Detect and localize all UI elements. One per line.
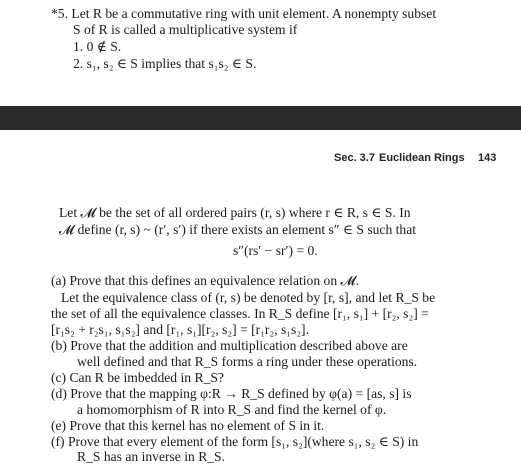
problem5-line2: S of R is called a multiplicative system if (73, 22, 298, 37)
page-gap (0, 106, 521, 130)
condition-2: 2. s₁, s₂ ∈ S implies that s₁s₂ ∈ S. (73, 56, 257, 71)
definition-line2: the set of all the equivalence classes. In R_S define [r₁, s₁] + [r₂, s₂] = (51, 306, 429, 321)
part-a: (a) Prove that this defines an equivalence relation on 𝓜. (51, 273, 360, 288)
intro-line2: 𝓜 define (r, s) ~ (r′, s′) if there exists an element s″ ∈ S such that (59, 222, 417, 237)
equivalence-equation: s″(rs′ − sr′) = 0. (233, 243, 318, 258)
intro-line1: Let 𝓜 be the set of all ordered pairs (r, s) where r ∈ R, s ∈ S. In (59, 205, 411, 220)
part-f-line2: R_S has an inverse in R_S. (77, 449, 226, 464)
page-number: 143 (478, 152, 497, 164)
part-d-line2: a homomorphism of R into R_S and find the kernel of φ. (77, 402, 387, 417)
part-b-line1: (b) Prove that the addition and multiplication described above are (51, 338, 408, 353)
part-e: (e) Prove that this kernel has no element of S in it. (51, 418, 325, 433)
part-f-line1: (f) Prove that every element of the form [s₁, s₂](where s₁, s₂ ∈ S) in (51, 434, 419, 449)
running-title: Euclidean Rings (379, 152, 465, 164)
definition-line1: Let the equivalence class of (r, s) be denoted by [r, s], and let R_S be (61, 290, 436, 305)
section-number: Sec. 3.7 (334, 152, 375, 164)
part-b-line2: well defined and that R_S forms a ring under these operations. (77, 354, 418, 369)
part-d-line1: (d) Prove that the mapping φ:R → R_S defined by φ(a) = [as, s] is (51, 386, 412, 401)
definition-line3: [r₁s₂ + r₂s₁, s₁s₂] and [r₁, s₁][r₂, s₂] = [r₁r₂, s₁s₂]. (51, 322, 309, 337)
problem5-line1: *5. Let R be a commutative ring with unit element. A nonempty subset (51, 6, 437, 21)
condition-1: 1. 0 ∉ S. (73, 39, 122, 54)
part-c: (c) Can R be imbedded in R_S? (51, 370, 224, 385)
